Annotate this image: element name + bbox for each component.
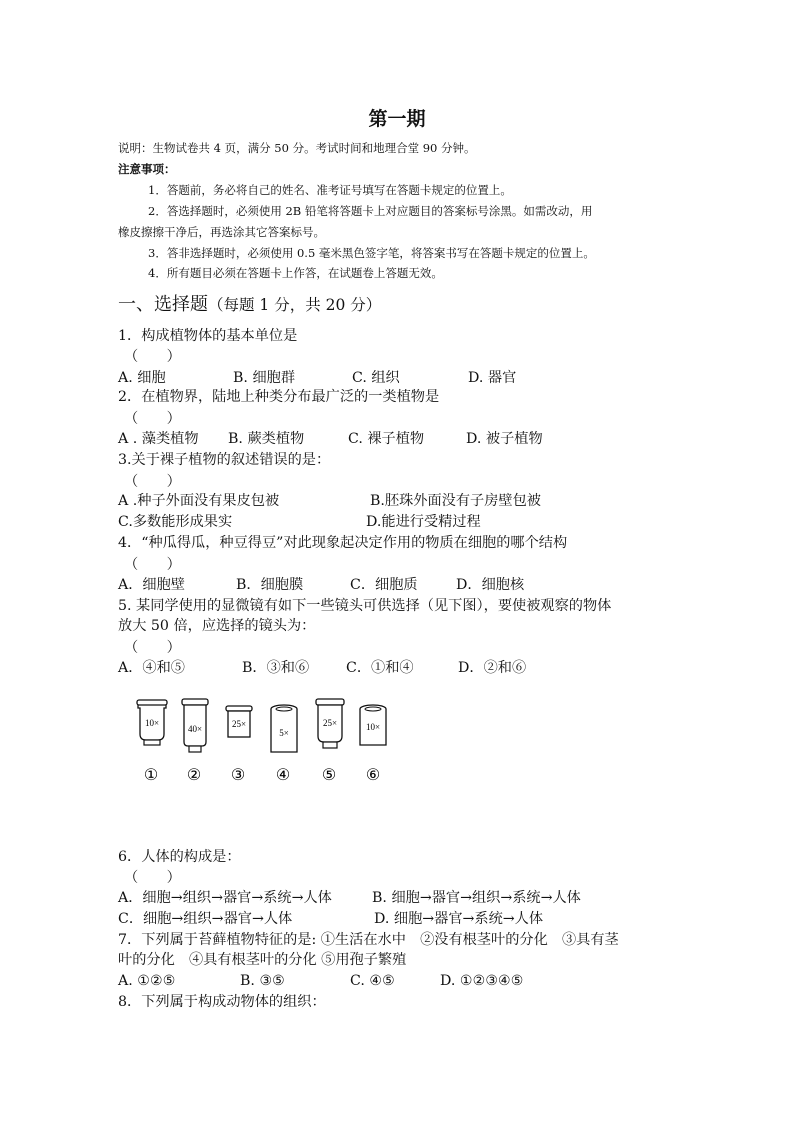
q1-option-d: D. 器官 (468, 370, 517, 386)
note-4: 4．所有题目必须在答题卡上作答，在试题卷上答题无效。 (148, 266, 443, 280)
q7-option-c: C. ④⑤ (350, 973, 395, 989)
q7-option-b: B. ③⑤ (240, 973, 285, 989)
question-7-stem-line-2: 叶的分化 ④具有根茎叶的分化 ⑤用孢子繁殖 (118, 952, 407, 968)
question-4-stem: 4．“种瓜得瓜，种豆得豆”对此现象起决定作用的物质在细胞的哪个结构 (118, 535, 568, 551)
note-2: 2．答选择题时，必须使用 2B 铅笔将答题卡上对应题目的答案标号涂黑。如需改动，用 (148, 204, 593, 218)
q5-option-b: B．③和⑥ (242, 660, 310, 676)
answer-paren-4: （ ） (124, 557, 181, 573)
q7-option-a: A. ①②⑤ (118, 973, 176, 989)
q2-option-b: B. 蕨类植物 (228, 431, 305, 447)
note-1: 1．答题前，务必将自己的姓名、准考证号填写在答题卡规定的位置上。 (148, 183, 512, 197)
answer-paren-6: （ ） (124, 870, 181, 886)
q4-option-b: B．细胞膜 (236, 577, 304, 593)
q4-option-a: A．细胞壁 (118, 577, 185, 593)
page-title: 第一期 (368, 108, 426, 130)
lens-3-number: ③ (230, 767, 246, 784)
lens-2-icon (182, 699, 208, 784)
lens-6-icon (360, 705, 386, 784)
question-5-stem-line-1: 5. 某同学使用的显微镜有如下一些镜头可供选择（见下图），要使被观察的物体 (118, 598, 612, 614)
q3-option-b: B.胚珠外面没有子房壁包被 (370, 493, 541, 509)
note-2-continued: 橡皮擦擦干净后，再选涂其它答案标号。 (118, 225, 325, 239)
q5-option-c: C．①和④ (346, 660, 414, 676)
question-1-stem: 1．构成植物体的基本单位是 (118, 328, 298, 344)
answer-paren-5: （ ） (124, 640, 181, 656)
answer-paren-1: （ ） (124, 349, 181, 365)
section-subtitle: （每题 1 分，共 20 分） (208, 296, 382, 314)
answer-paren-3: （ ） (124, 474, 181, 490)
notes-heading: 注意事项： (118, 162, 176, 176)
q2-option-c: C. 裸子植物 (348, 431, 425, 447)
lens-4-icon (271, 705, 297, 784)
lens-1-label: 10× (144, 718, 160, 728)
answer-paren-2: （ ） (124, 411, 181, 427)
question-6-stem: 6．人体的构成是： (118, 849, 241, 865)
q6-option-d: D. 细胞→器官→系统→人体 (374, 911, 544, 927)
question-8-stem: 8．下列属于构成动物体的组织： (118, 994, 326, 1010)
q4-option-d: D．细胞核 (456, 577, 525, 593)
q3-option-a: A .种子外面没有果皮包被 (118, 493, 280, 509)
lens-6-label: 10× (365, 722, 381, 732)
q5-option-d: D．②和⑥ (458, 660, 527, 676)
lens-1-icon (137, 700, 167, 784)
q4-option-c: C．细胞质 (350, 577, 418, 593)
lens-5-number: ⑤ (321, 767, 337, 784)
q6-option-a: A．细胞→组织→器官→系统→人体 (118, 890, 332, 906)
note-3: 3．答非选择题时，必须使用 0.5 毫米黑色签字笔，将答案书写在答题卡规定的位置上。 (148, 246, 595, 260)
lens-5-icon (316, 699, 344, 784)
intro-text: 说明：生物试卷共 4 页，满分 50 分。考试时间和地理合堂 90 分钟。 (118, 141, 476, 155)
lens-4-number: ④ (275, 767, 291, 784)
question-2-stem: 2．在植物界，陆地上种类分布最广泛的一类植物是 (118, 389, 440, 405)
q6-option-c: C．细胞→组织→器官→人体 (118, 911, 293, 927)
q1-option-a: A. 细胞 (118, 370, 166, 386)
question-3-stem: 3.关于裸子植物的叙述错误的是： (118, 452, 331, 468)
lens-3-label: 25× (231, 719, 247, 729)
q1-option-c: C. 组织 (352, 370, 400, 386)
q1-option-b: B. 细胞群 (233, 370, 296, 386)
lens-1-number: ① (143, 767, 159, 784)
question-5-stem-line-2: 放大 50 倍，应选择的镜头为： (118, 618, 316, 634)
q6-option-b: B. 细胞→器官→组织→系统→人体 (372, 890, 581, 906)
q3-option-d: D.能进行受精过程 (366, 514, 481, 530)
lens-6-number: ⑥ (365, 767, 381, 784)
q2-option-a: A . 藻类植物 (118, 431, 199, 447)
q2-option-d: D. 被子植物 (466, 431, 543, 447)
lens-4-label: 5× (279, 728, 289, 738)
lens-2-number: ② (186, 767, 202, 784)
question-7-stem-line-1: 7．下列属于苔藓植物特征的是: ①生活在水中 ②没有根茎叶的分化 ③具有茎 (118, 932, 619, 948)
q5-option-a: A．④和⑤ (118, 660, 185, 676)
lens-5-label: 25× (322, 718, 338, 728)
section-title: 一、选择题 (118, 294, 208, 315)
lens-2-label: 40× (187, 724, 203, 734)
section-heading (118, 290, 381, 316)
q7-option-d: D. ①②③④⑤ (440, 973, 524, 989)
lens-3-icon (226, 706, 252, 784)
microscope-lens-figure (120, 690, 400, 790)
q3-option-c: C.多数能形成果实 (118, 514, 233, 530)
